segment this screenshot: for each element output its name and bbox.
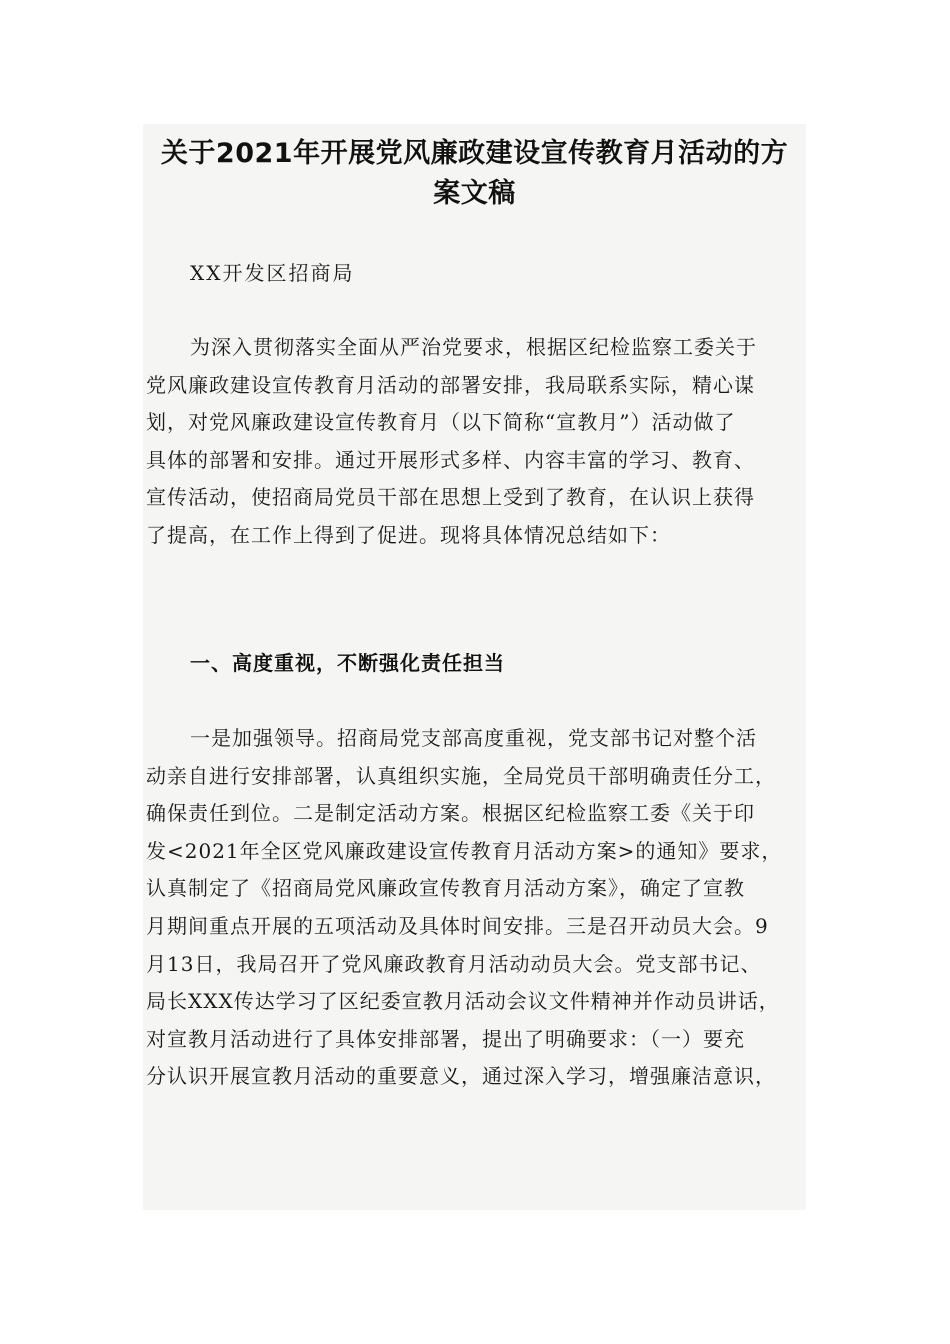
document-page bbox=[143, 124, 806, 1210]
intro-line-3: 划，对党风廉政建设宣传教育月（以下简称“宣教月”）活动做了 bbox=[146, 410, 736, 435]
section1-line-1: 一是加强领导。招商局党支部高度重视，党支部书记对整个活 bbox=[190, 726, 757, 750]
section1-paragraph bbox=[146, 720, 806, 1096]
section1-line-9: 对宣教月活动进行了具体安排部署，提出了明确要求：（一）要充 bbox=[146, 1026, 745, 1051]
intro-line-2: 党风廉政建设宣传教育月活动的部署安排，我局联系实际，精心谋 bbox=[146, 372, 755, 397]
document-title bbox=[143, 124, 806, 214]
section1-line-2: 动亲自进行安排部署，认真组织实施，全局党员干部明确责任分工， bbox=[146, 763, 776, 788]
section1-line-5: 认真制定了《招商局党风廉政宣传教育月活动方案》，确定了宣教 bbox=[146, 876, 745, 901]
section1-line-4: 发<2021年全区党风廉政建设宣传教育月活动方案>的通知》要求， bbox=[146, 838, 783, 863]
intro-line-1: 为深入贯彻落实全面从严治党要求，根据区纪检监察工委关于 bbox=[190, 335, 757, 359]
section1-line-7: 月13日，我局召开了党风廉政教育月活动动员大会。党支部书记、 bbox=[146, 951, 762, 976]
section1-line-8: 局长XXX传达学习了区纪委宣教月活动会议文件精神并作动员讲话， bbox=[146, 989, 780, 1014]
section-heading-1: 一、高度重视，不断强化责任担当 bbox=[190, 651, 505, 675]
section1-line-3: 确保责任到位。二是制定活动方案。根据区纪检监察工委《关于印 bbox=[146, 801, 755, 826]
intro-line-6: 了提高，在工作上得到了促进。现将具体情况总结如下： bbox=[146, 522, 671, 547]
section1-line-10: 分认识开展宣教月活动的重要意义，通过深入学习，增强廉洁意识， bbox=[146, 1064, 776, 1089]
intro-line-4: 具体的部署和安排。通过开展形式多样、内容丰富的学习、教育、 bbox=[146, 447, 755, 472]
issuing-organization: XX开发区招商局 bbox=[190, 261, 355, 285]
intro-line-5: 宣传活动，使招商局党员干部在思想上受到了教育，在认识上获得 bbox=[146, 485, 755, 510]
title-line-2: 案文稿 bbox=[433, 178, 516, 209]
section1-line-6: 月期间重点开展的五项活动及具体时间安排。三是召开动员大会。9 bbox=[146, 913, 769, 938]
intro-paragraph bbox=[146, 329, 806, 555]
title-line-1: 关于2021年开展党风廉政建设宣传教育月活动的方 bbox=[160, 138, 789, 169]
